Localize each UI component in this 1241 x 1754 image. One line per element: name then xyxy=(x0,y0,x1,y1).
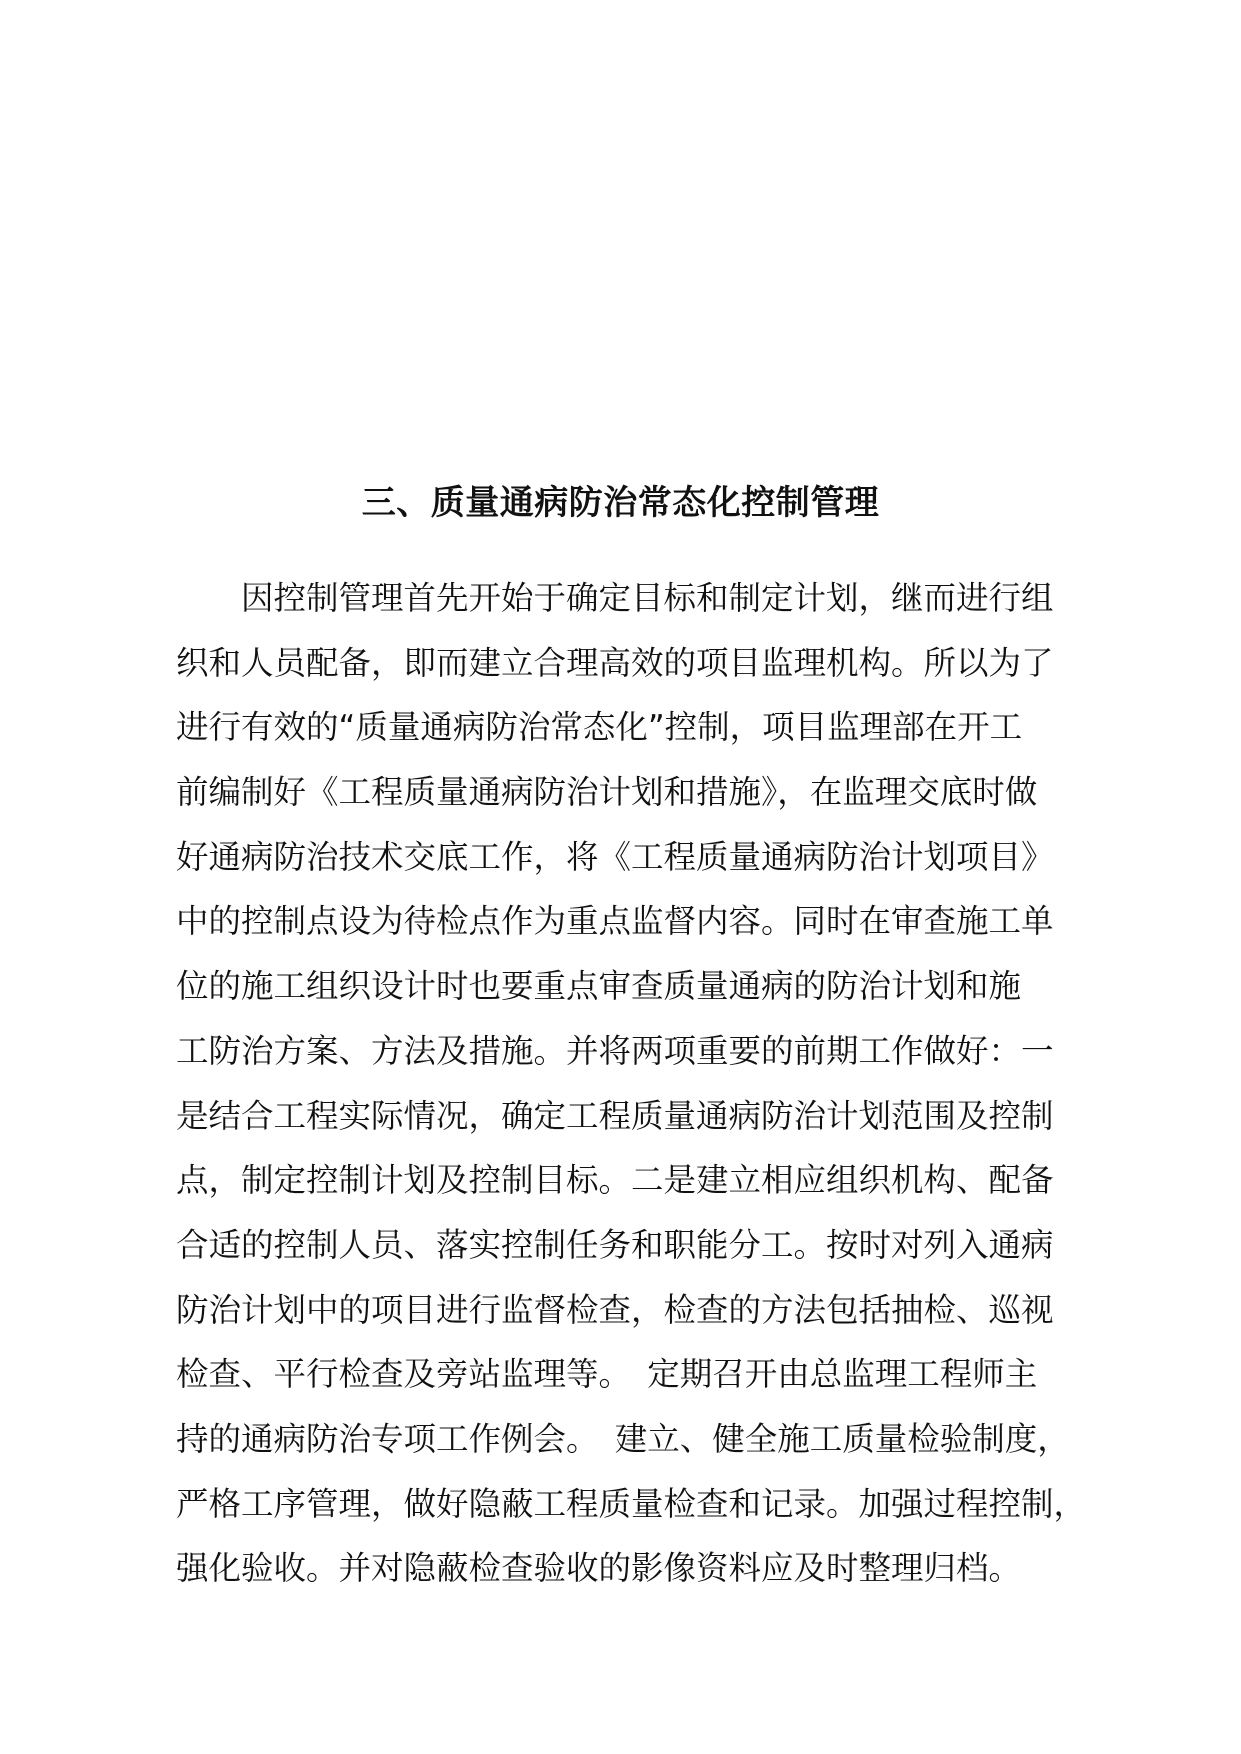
paragraph-line: 因控制管理首先开始于确定目标和制定计划，继而进行组 xyxy=(176,579,1054,617)
paragraph-line: 持的通病防治专项工作例会。 建立、健全施工质量检验制度， xyxy=(176,1419,1070,1458)
paragraph-line: 防治计划中的项目进行监督检查，检查的方法包括抽检、巡视 xyxy=(176,1290,1054,1329)
body-paragraph xyxy=(176,566,1087,1601)
paragraph-line: 织和人员配备，即而建立合理高效的项目监理机构。所以为了 xyxy=(176,643,1054,682)
paragraph-line: 工防治方案、方法及措施。并将两项重要的前期工作做好：一 xyxy=(176,1031,1054,1070)
section-title: 三、质量通病防治常态化控制管理 xyxy=(361,483,880,523)
paragraph-line: 位的施工组织设计时也要重点审查质量通病的防治计划和施 xyxy=(176,967,1022,1006)
paragraph-line: 是结合工程实际情况，确定工程质量通病防治计划范围及控制 xyxy=(176,1096,1054,1135)
paragraph-line: 好通病防治技术交底工作，将《工程质量通病防治计划项目》 xyxy=(176,837,1054,876)
paragraph-line: 进行有效的“质量通病防治常态化”控制，项目监理部在开工 xyxy=(176,708,1023,747)
paragraph-line: 前编制好《工程质量通病防治计划和措施》，在监理交底时做 xyxy=(176,773,1038,812)
paragraph-line: 点，制定控制计划及控制目标。二是建立相应组织机构、配备 xyxy=(176,1161,1054,1200)
paragraph-line: 强化验收。并对隐蔽检查验收的影像资料应及时整理归档。 xyxy=(176,1549,1022,1588)
paragraph-line: 严格工序管理，做好隐蔽工程质量检查和记录。加强过程控制， xyxy=(176,1484,1087,1523)
paragraph-line: 合适的控制人员、落实控制任务和职能分工。按时对列入通病 xyxy=(176,1225,1054,1264)
paragraph-line: 中的控制点设为待检点作为重点监督内容。同时在审查施工单 xyxy=(176,902,1054,941)
paragraph-line: 检查、平行检查及旁站监理等。 定期召开由总监理工程师主 xyxy=(176,1355,1038,1394)
